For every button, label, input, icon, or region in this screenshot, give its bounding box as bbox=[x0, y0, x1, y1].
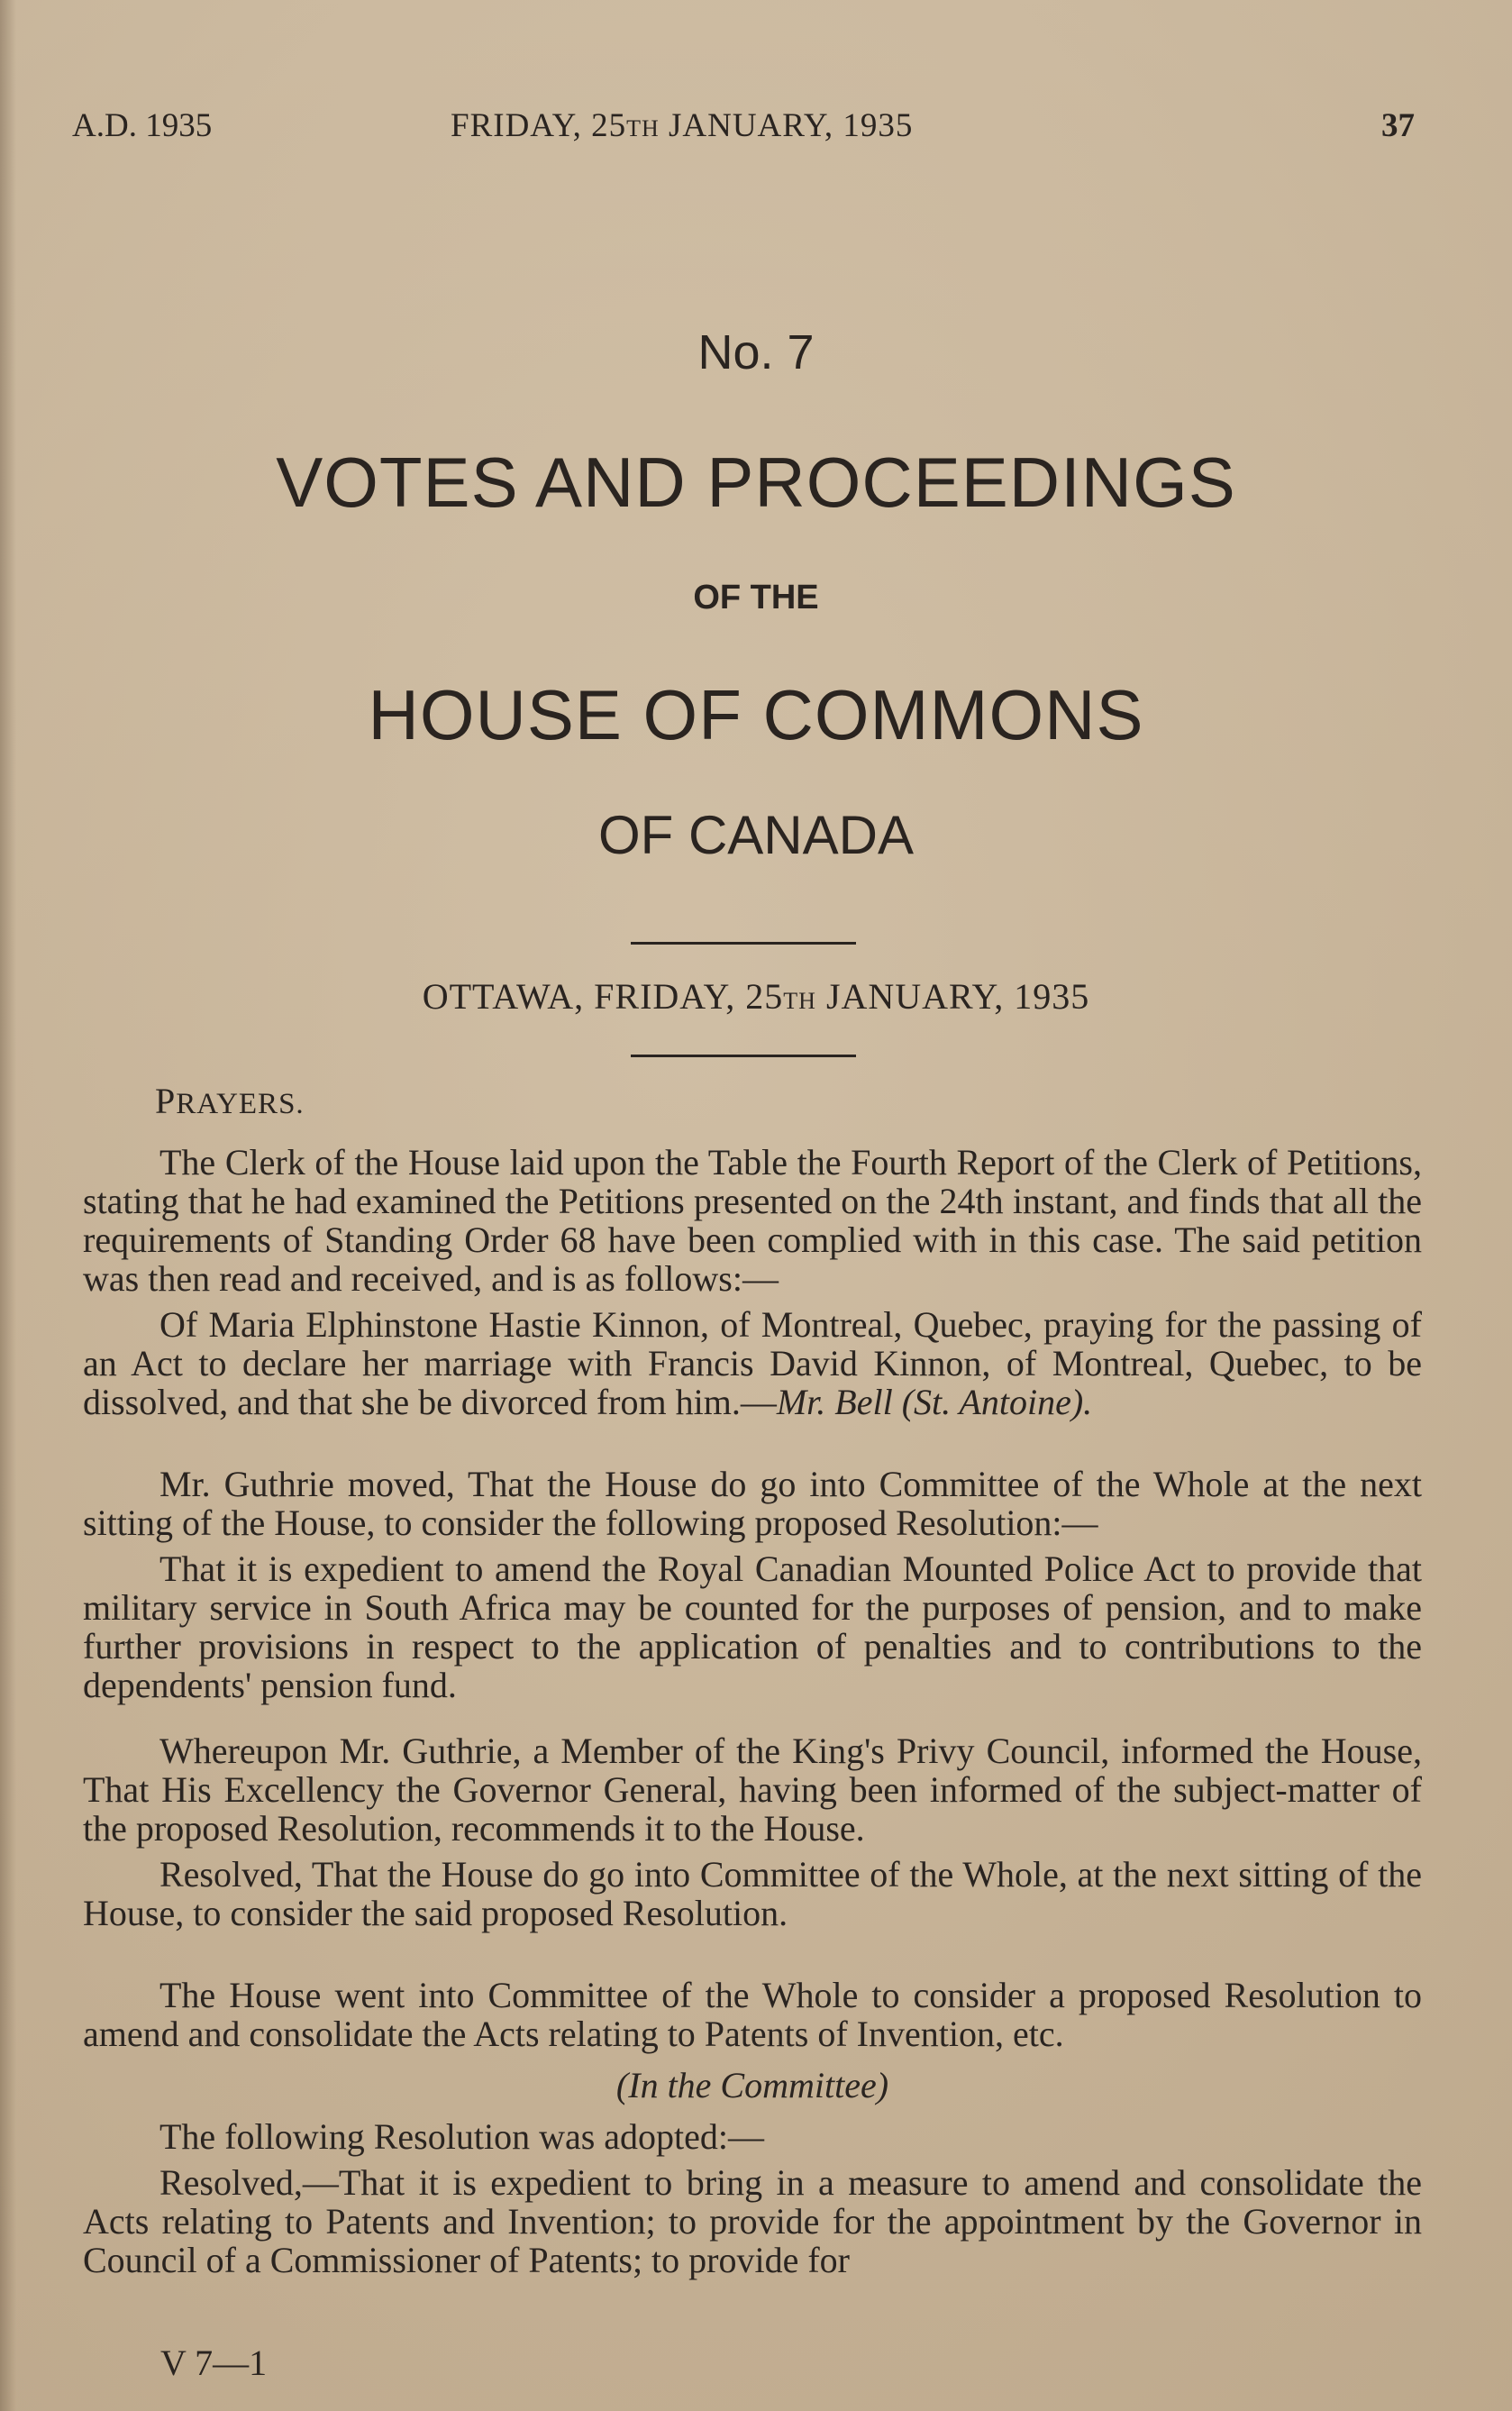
paragraph-privy-council: Whereupon Mr. Guthrie, a Member of the King's Privy Council, informed the House, That His Excellency the Governor General, having been informed of the subject-matter of the proposed Resolution, recommends it to the House. bbox=[83, 1731, 1422, 1849]
dateline-end: JANUARY, 1935 bbox=[815, 976, 1090, 1017]
paragraph-patents-resolution: Resolved,—That it is expedient to bring in a measure to amend and consolidate the Acts relating to Patents and Invention; to provide for the appointment by the Governor in Council of a Commissioner of Patents; to provide for bbox=[83, 2162, 1422, 2280]
running-head bbox=[72, 106, 1415, 151]
divider-rule-top bbox=[631, 942, 856, 945]
dateline-suffix: TH bbox=[783, 988, 816, 1014]
in-committee-heading: (In the Committee) bbox=[615, 2065, 889, 2105]
paragraph-guthrie-motion: Mr. Guthrie moved, That the House do go into Committee of the Whole at the next sitting of the House, to consider the following proposed Resolution:— bbox=[83, 1464, 1422, 1543]
running-head-date-end: JANUARY, 1935 bbox=[659, 107, 914, 144]
paragraph-clerk-report: The Clerk of the House laid upon the Table the Fourth Report of the Clerk of Petitions, stating that he had examined the Petitions presented on the 24th instant, and finds that all the requirements of Standing Order 68 have been complied with in this case. The said petition was then read and received, and is as follows:— bbox=[83, 1142, 1422, 1299]
paragraph-rcmp-resolution: That it is expedient to amend the Royal Canadian Mounted Police Act to provide that military service in South Africa may be counted for the purposes of pension, and to make further provisions in respect to the application of penalties and to contributions to the dependents' pension fund. bbox=[83, 1548, 1422, 1705]
paragraph-petition bbox=[83, 1305, 1422, 1421]
petition-text: Of Maria Elphinstone Hastie Kinnon, of Montreal, Quebec, praying for the passing of an Act to declare her marriage with Francis David Kinnon, of Montreal, Quebec, to be dissolved, and that she be divorced from him.— bbox=[83, 1304, 1422, 1422]
running-head-date bbox=[451, 106, 913, 145]
prayers-heading bbox=[155, 1080, 305, 1122]
title-of-the: OF THE bbox=[693, 579, 819, 616]
title-house-of-commons: HOUSE OF COMMONS bbox=[368, 675, 1144, 754]
signature-mark: V 7—1 bbox=[160, 2343, 268, 2383]
divider-rule-bottom bbox=[631, 1055, 856, 1057]
proceedings-body bbox=[83, 1143, 1422, 2279]
dateline-start: OTTAWA, FRIDAY, 25 bbox=[422, 976, 784, 1017]
paragraph-patents-committee: The House went into Committee of the Whole to consider a proposed Resolution to amend and consolidate the Acts relating to Patents of Invention, etc. bbox=[83, 1975, 1422, 2054]
prayers-initial: P bbox=[155, 1081, 177, 1121]
running-head-date-suffix: TH bbox=[626, 115, 660, 142]
title-of-canada: OF CANADA bbox=[597, 805, 915, 865]
page-number: 37 bbox=[1381, 107, 1415, 144]
running-head-year: A.D. 1935 bbox=[72, 107, 213, 144]
issue-number: No. 7 bbox=[697, 325, 815, 379]
running-head-date-start: FRIDAY, 25 bbox=[451, 107, 627, 144]
paragraph-resolution-adopted: The following Resolution was adopted:— bbox=[159, 2116, 765, 2157]
title-votes-and-proceedings: VOTES AND PROCEEDINGS bbox=[276, 443, 1236, 522]
petition-member: Mr. Bell (St. Antoine). bbox=[776, 1382, 1093, 1422]
paragraph-resolved-committee: Resolved, That the House do go into Committee of the Whole, at the next sitting of the House, to consider the said proposed Resolution. bbox=[83, 1854, 1422, 1933]
dateline bbox=[0, 975, 1512, 1018]
prayers-rest: RAYERS. bbox=[176, 1088, 305, 1120]
